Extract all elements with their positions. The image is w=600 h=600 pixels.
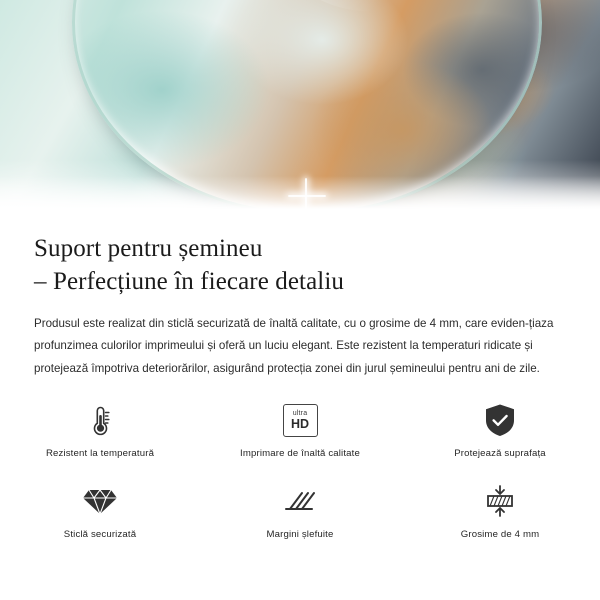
feature-label: Rezistent la temperatură (45, 448, 155, 459)
hero-product-image (0, 0, 600, 222)
ultra-hd-top-text: ultra (292, 409, 308, 417)
product-description: Produsul este realizat din sticlă securizată de înaltă calitate, cu o grosime de 4 mm, care eviden-țiaza profunzimea culorilor imprimeului și oferă un luciu elegant. Este rezistent la temperaturi ridicate și protejează împotriva deteriorărilor, asigurând protecția zonei din jurul șemineului pentru ani de zile. (34, 317, 554, 375)
feature-item-polished-edges (200, 481, 400, 556)
ultra-hd-icon (283, 400, 318, 440)
page-title-line-1: Suport pentru șemineu (34, 235, 263, 262)
feature-list (0, 400, 600, 556)
hero-bottom-fade (0, 176, 600, 222)
feature-item-print-quality (200, 400, 400, 475)
feature-label: Imprimare de înaltă calitate (240, 448, 360, 459)
page-title-line-2: – Perfecțiune în fiecare detaliu (34, 268, 344, 295)
feature-item-thickness (400, 481, 600, 556)
feature-item-tempered-glass (0, 481, 200, 556)
diamond-icon (81, 481, 119, 521)
page-title (0, 222, 600, 298)
shield-check-icon (483, 400, 517, 440)
feature-item-temperature (0, 400, 200, 475)
thickness-icon (481, 481, 519, 521)
feature-label: Margini șlefuite (266, 529, 334, 540)
feature-item-surface-protection (400, 400, 600, 475)
polished-edges-icon (281, 481, 319, 521)
feature-label: Grosime de 4 mm (460, 529, 540, 540)
feature-label: Sticlă securizată (63, 529, 137, 540)
feature-label: Protejează suprafața (454, 448, 546, 459)
text-content (0, 222, 600, 380)
thermometer-icon (82, 400, 118, 440)
ultra-hd-bottom-text: HD (290, 416, 310, 431)
